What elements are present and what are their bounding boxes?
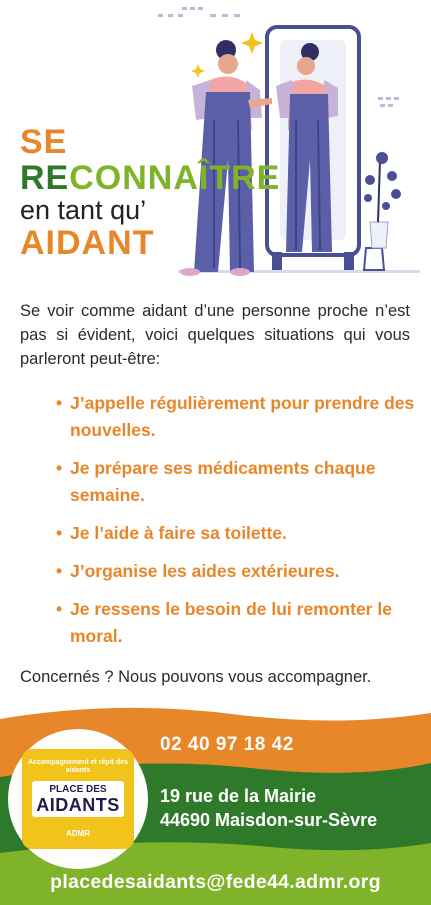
title-line-aidant: AIDANT: [20, 224, 155, 262]
title-re: RE: [20, 159, 70, 197]
situations-list: [56, 390, 416, 661]
phone-number[interactable]: 02 40 97 18 42: [160, 734, 294, 755]
logo-subtitle: Accompagnement et répit des aidants: [28, 759, 128, 774]
address-city: 44690 Maisdon-sur-Sèvre: [160, 810, 378, 830]
logo-name-line2: AIDANTS: [36, 795, 120, 815]
logo-brand: ADMR: [66, 829, 90, 838]
bullet: •: [56, 458, 63, 478]
list-item: [56, 390, 416, 444]
list-item-text: Je l’aide à faire sa toilette.: [70, 523, 287, 543]
closing-text: Concernés ? Nous pouvons vous accompagner.: [20, 668, 372, 686]
list-item-text: J’appelle régulièrement pour prendre des nouvelles.: [70, 393, 415, 440]
title-line-se: SE: [20, 123, 68, 161]
place-des-aidants-logo: [8, 729, 148, 869]
list-item: [56, 596, 416, 650]
address-street: 19 rue de la Mairie: [160, 786, 317, 806]
bullet: •: [56, 393, 63, 413]
list-item-text: Je ressens le besoin de lui remonter le moral.: [70, 599, 392, 646]
contact-footer: [0, 705, 431, 905]
title-line-en-tant-que: en tant qu’: [20, 195, 147, 225]
logo-name-box: [32, 781, 124, 817]
poster-title: [20, 124, 280, 262]
list-item-text: J’organise les aides extérieures.: [70, 561, 340, 581]
bullet: •: [56, 561, 63, 581]
list-item: [56, 455, 416, 509]
logo-name-line1: PLACE DES: [49, 784, 107, 795]
logo-badge: [22, 749, 134, 849]
intro-paragraph: Se voir comme aidant d’une personne proche n’est pas si évident, voici quelques situations qui vous parleront peut-être:: [20, 302, 410, 368]
email-link[interactable]: placedesaidants@fede44.admr.org: [50, 871, 381, 893]
bullet: •: [56, 523, 63, 543]
list-item-text: Je prépare ses médicaments chaque semaine.: [70, 458, 376, 505]
list-item: [56, 558, 416, 585]
list-item: [56, 520, 416, 547]
bullet: •: [56, 599, 63, 619]
title-connaitre: CONNAÎTRE: [69, 159, 281, 197]
title-line-reconnaitre: [20, 160, 280, 196]
